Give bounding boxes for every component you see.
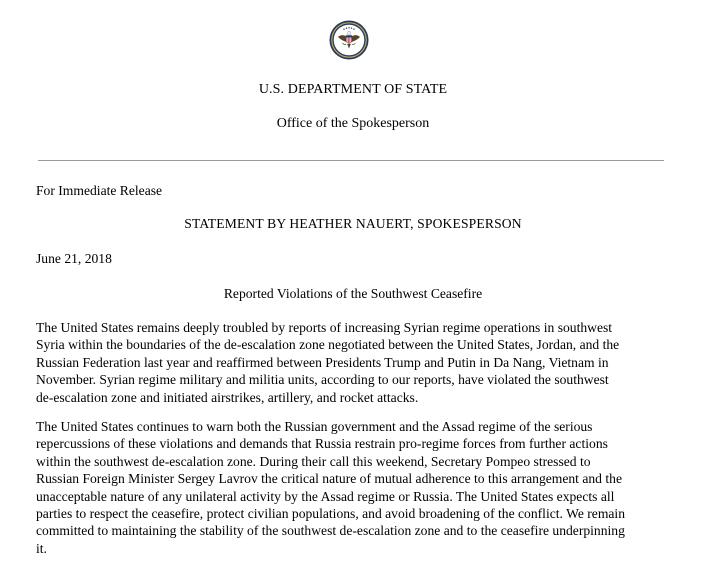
header-divider <box>38 160 664 161</box>
statement-subject: Reported Violations of the Southwest Ceasefire <box>223 286 483 301</box>
statement-title: STATEMENT BY HEATHER NAUERT, SPOKESPERSON <box>184 216 522 231</box>
department-title: U.S. DEPARTMENT OF STATE <box>258 82 448 97</box>
body-paragraph: The United States continues to warn both the Russian government and the Assad regime of the serious repercussions of these violations and demands that Russia restrain pro-regime forces from further actions within the southwest de-escalation zone. During their call this weekend, Secretary Pompeo stressed to Russian Foreign Minister Sergey Lavrov the critical nature of mutual adherence to this arrangement and the unacceptable nature of any unilateral activity by the Assad regime or Russia. The United States expects all parties to respect the ceasefire, protect civilian populations, and avoid broadening of the conflict. We remain committed to maintaining the stability of the southwest de-escalation zone and to the ceasefire underpinning it. <box>36 419 626 556</box>
release-line: For Immediate Release <box>36 183 163 198</box>
department-of-state-seal-icon <box>329 20 369 60</box>
release-date: June 21, 2018 <box>36 251 112 266</box>
office-subtitle: Office of the Spokesperson <box>276 116 430 131</box>
body-paragraph: The United States remains deeply troubled by reports of increasing Syrian regime operations in southwest Syria within the boundaries of the de-escalation zone negotiated between the United States, Jordan, and the Russian Federation last year and reaffirmed between Presidents Trump and Putin in Da Nang, Vietnam in November. Syrian regime military and militia units, according to our reports, have violated the southwest de-escalation zone and initiated airstrikes, artillery, and rocket attacks. <box>36 320 620 405</box>
